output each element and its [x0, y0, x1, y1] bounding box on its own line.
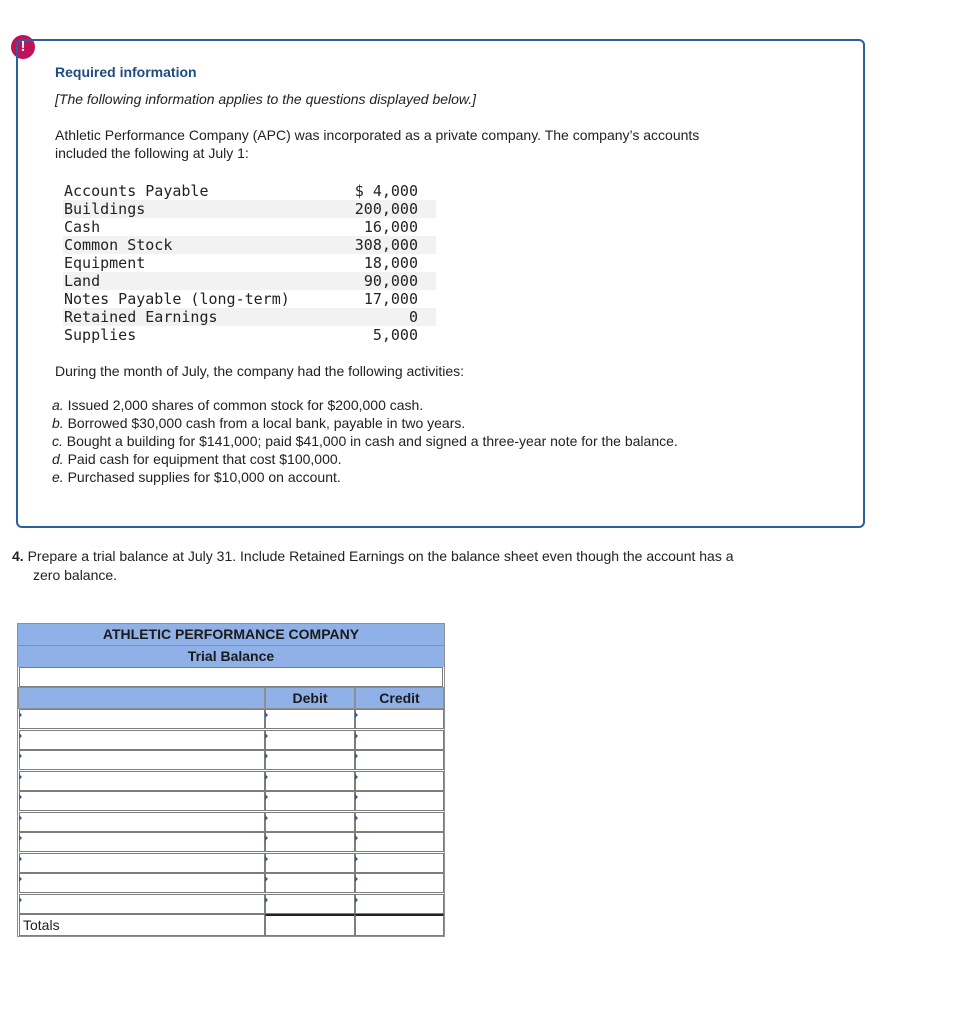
account-name-input[interactable]	[19, 894, 265, 914]
debit-input[interactable]	[265, 853, 355, 873]
activity-item	[52, 396, 678, 414]
debit-input[interactable]	[265, 812, 355, 832]
debit-input[interactable]	[265, 894, 355, 914]
debit-input[interactable]	[265, 771, 355, 791]
account-row	[63, 236, 436, 254]
totals-debit-input[interactable]	[265, 914, 355, 936]
activity-item	[52, 450, 678, 468]
account-value: 90,000	[326, 272, 436, 290]
required-information-title: Required information	[55, 64, 197, 80]
intro-note: [The following information applies to the questions displayed below.]	[55, 91, 477, 107]
company-description-line2: included the following at July 1:	[55, 145, 249, 161]
debit-column-header: Debit	[265, 687, 355, 709]
account-name-input[interactable]	[19, 812, 265, 832]
company-name-header: ATHLETIC PERFORMANCE COMPANY	[18, 624, 444, 646]
credit-input[interactable]	[355, 812, 444, 832]
account-name: Notes Payable (long-term)	[64, 290, 290, 308]
account-name: Supplies	[64, 326, 137, 344]
credit-input[interactable]	[355, 730, 444, 750]
account-row	[63, 254, 436, 272]
totals-label: Totals	[19, 914, 265, 936]
debit-input[interactable]	[265, 832, 355, 852]
account-value: $ 4,000	[354, 182, 418, 200]
account-row	[63, 272, 436, 290]
opening-accounts-table	[63, 182, 436, 344]
account-column-header	[18, 687, 265, 709]
account-name: Accounts Payable	[64, 182, 209, 200]
activity-item	[52, 414, 678, 432]
activity-item	[52, 432, 678, 450]
account-row	[63, 290, 436, 308]
account-name-input[interactable]	[19, 853, 265, 873]
activity-text: Issued 2,000 shares of common stock for $200,000 cash.	[67, 397, 424, 413]
account-value: 17,000	[363, 290, 418, 308]
activity-letter: c.	[52, 433, 63, 449]
question-text-line1: Prepare a trial balance at July 31. Include Retained Earnings on the balance sheet even though the account has a	[27, 548, 734, 564]
account-row	[63, 182, 436, 200]
account-value: 5,000	[372, 326, 418, 344]
account-row	[63, 308, 436, 326]
credit-input[interactable]	[355, 832, 444, 852]
debit-input[interactable]	[265, 730, 355, 750]
credit-input[interactable]	[355, 894, 444, 914]
credit-column-header: Credit	[355, 687, 444, 709]
credit-input[interactable]	[355, 873, 444, 893]
activity-text: Borrowed $30,000 cash from a local bank, payable in two years.	[67, 415, 466, 431]
activity-letter: a.	[52, 397, 64, 413]
question-number: 4.	[12, 548, 24, 564]
alert-icon: !	[11, 35, 35, 59]
account-name: Cash	[64, 218, 101, 236]
account-name-input[interactable]	[19, 873, 265, 893]
debit-input[interactable]	[265, 791, 355, 811]
account-value: 308,000	[326, 236, 436, 254]
company-description-line1: Athletic Performance Company (APC) was incorporated as a private company. The company’s accounts	[55, 127, 700, 143]
debit-input[interactable]	[265, 873, 355, 893]
activity-text: Paid cash for equipment that cost $100,000.	[67, 451, 342, 467]
credit-input[interactable]	[355, 791, 444, 811]
account-name-input[interactable]	[19, 771, 265, 791]
account-name: Land	[63, 272, 326, 290]
trial-balance-title: Trial Balance	[18, 646, 444, 667]
question-text-line2: zero balance.	[33, 567, 118, 583]
account-name: Buildings	[63, 200, 326, 218]
debit-input[interactable]	[265, 750, 355, 770]
activity-letter: b.	[52, 415, 64, 431]
account-value: 18,000	[363, 254, 418, 272]
account-name: Retained Earnings	[63, 308, 326, 326]
credit-input[interactable]	[355, 771, 444, 791]
account-name-input[interactable]	[19, 750, 265, 770]
activity-text: Purchased supplies for $10,000 on account.	[67, 469, 341, 485]
account-value: 16,000	[363, 218, 418, 236]
account-name: Common Stock	[63, 236, 326, 254]
account-value: 200,000	[326, 200, 436, 218]
date-input[interactable]	[19, 667, 443, 687]
question-4	[12, 547, 852, 585]
activities-intro: During the month of July, the company had the following activities:	[55, 363, 465, 379]
account-name: Equipment	[64, 254, 146, 272]
debit-input[interactable]	[265, 709, 355, 729]
account-row	[63, 326, 436, 344]
activities-list	[52, 396, 678, 486]
account-row	[63, 200, 436, 218]
account-name-input[interactable]	[19, 832, 265, 852]
trial-balance-worksheet	[17, 623, 445, 937]
activity-letter: d.	[52, 451, 64, 467]
credit-input[interactable]	[355, 750, 444, 770]
account-name-input[interactable]	[19, 709, 265, 729]
credit-input[interactable]	[355, 853, 444, 873]
account-name-input[interactable]	[19, 791, 265, 811]
activity-text: Bought a building for $141,000; paid $41,000 in cash and signed a three-year note for the balance.	[66, 433, 678, 449]
totals-credit-input[interactable]	[355, 914, 444, 936]
account-name-input[interactable]	[19, 730, 265, 750]
account-value: 0	[326, 308, 436, 326]
activity-letter: e.	[52, 469, 64, 485]
credit-input[interactable]	[355, 709, 444, 729]
account-row	[63, 218, 436, 236]
activity-item	[52, 468, 678, 486]
